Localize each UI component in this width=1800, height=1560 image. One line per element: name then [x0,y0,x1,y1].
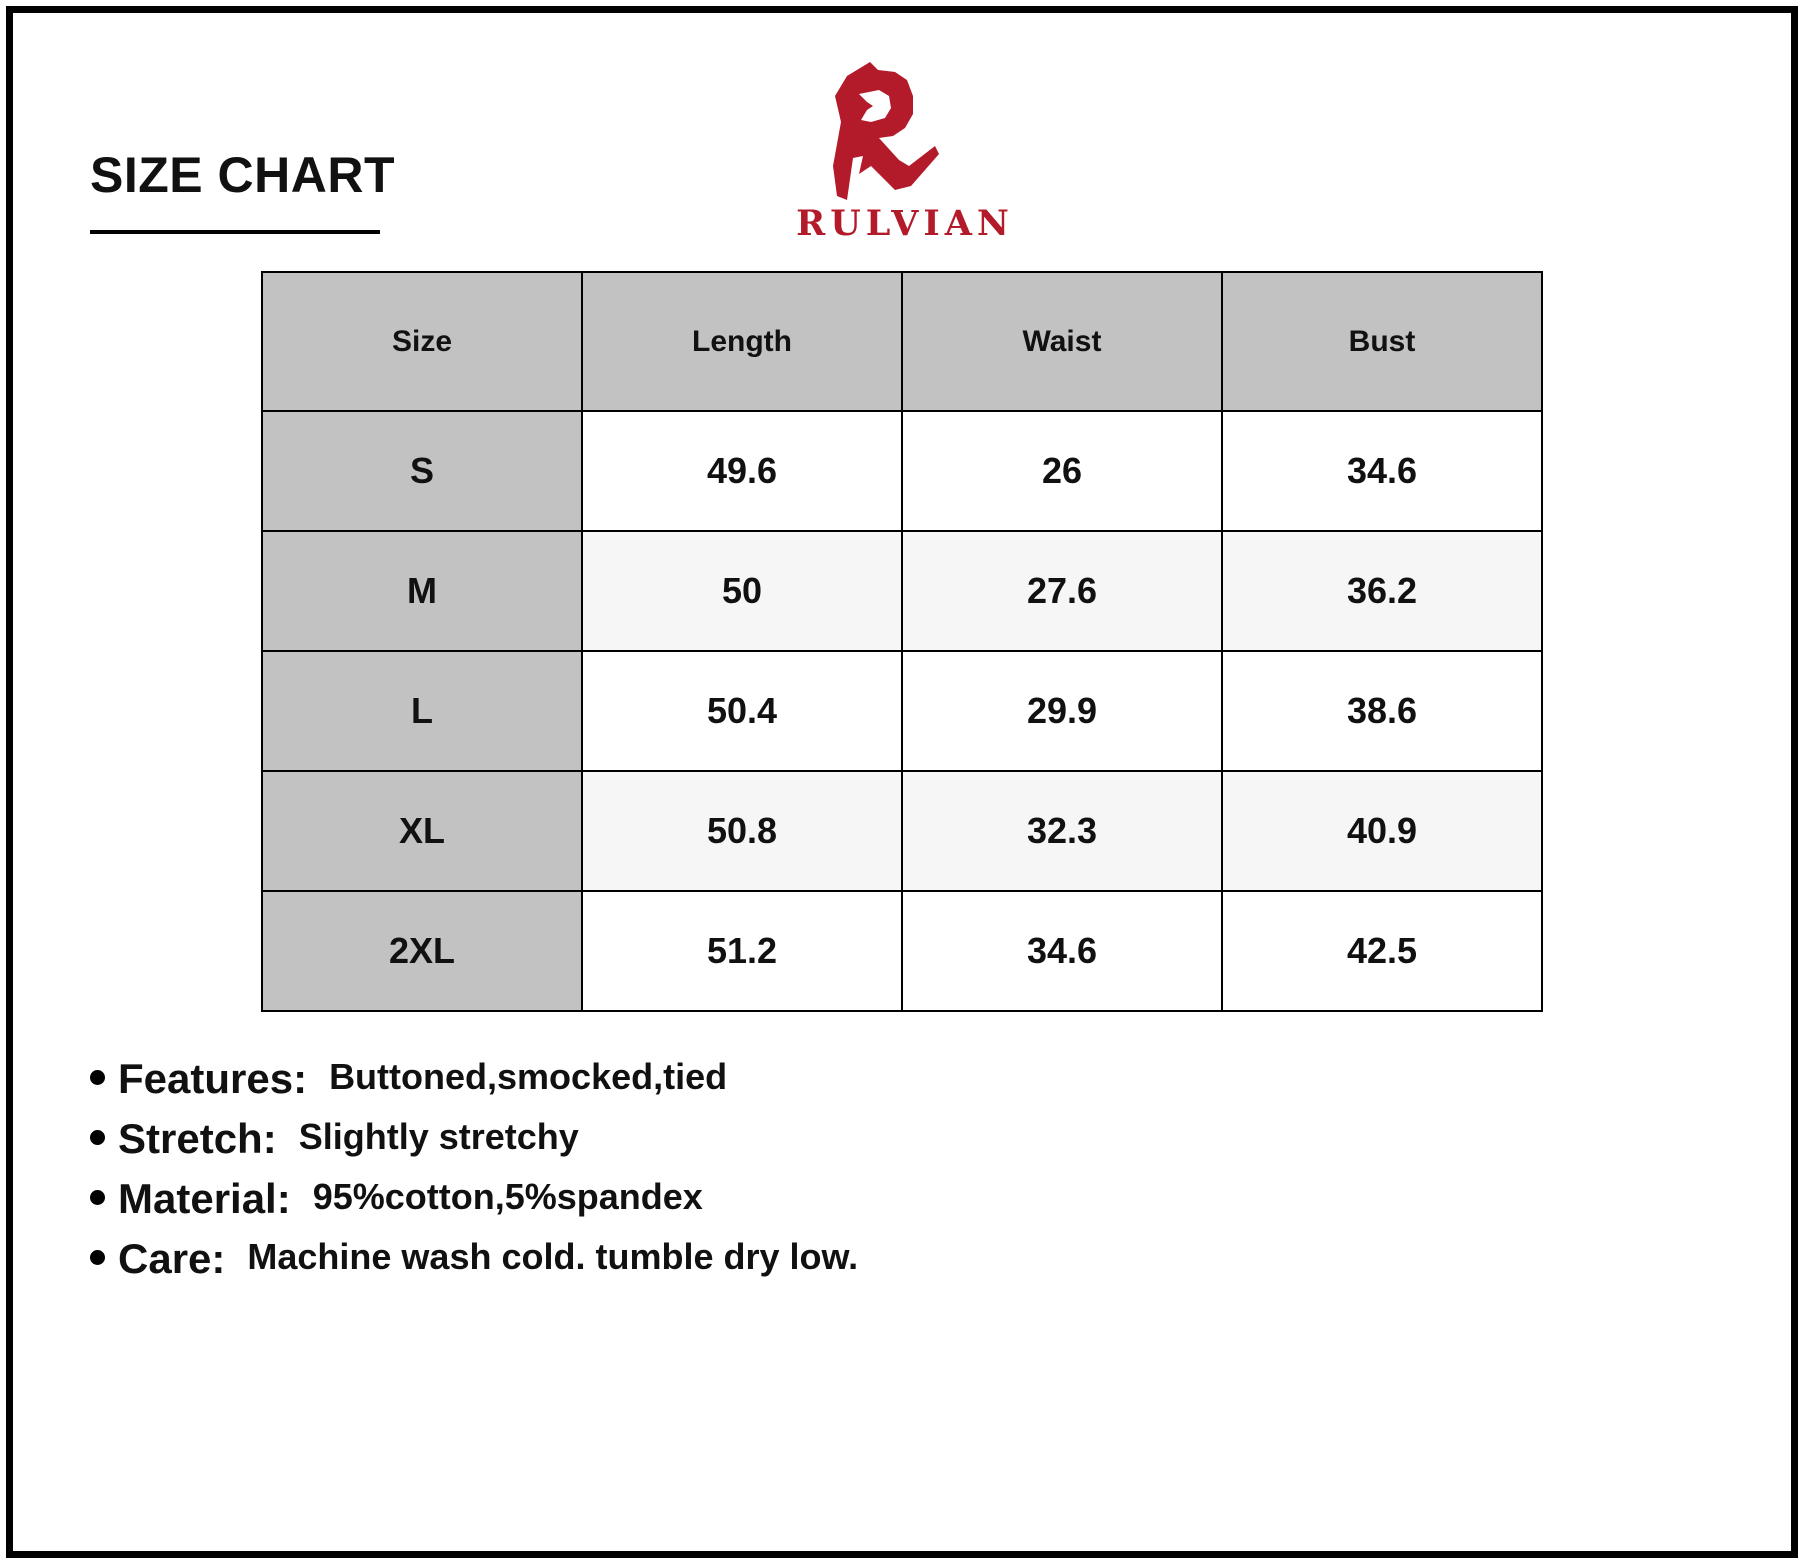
header-bust: Bust [1222,272,1542,411]
header-length: Length [582,272,902,411]
size-cell: 2XL [262,891,582,1011]
list-item [90,1115,858,1175]
bust-cell: 34.6 [1222,411,1542,531]
material-value: 95%cotton,5%spandex [312,1176,703,1217]
length-cell: 51.2 [582,891,902,1011]
size-cell: S [262,411,582,531]
size-cell: M [262,531,582,651]
bust-cell: 40.9 [1222,771,1542,891]
stretch-label: Stretch: [118,1115,277,1162]
table-header-row [262,272,1542,411]
waist-cell: 27.6 [902,531,1222,651]
waist-cell: 32.3 [902,771,1222,891]
list-item [90,1175,858,1235]
size-cell: L [262,651,582,771]
header-waist: Waist [902,272,1222,411]
title-underline [90,230,380,234]
care-label: Care: [118,1235,226,1282]
bullet-icon [90,1070,105,1085]
table-row [262,651,1542,771]
table-row [262,771,1542,891]
size-cell: XL [262,771,582,891]
length-cell: 50.4 [582,651,902,771]
features-label: Features: [118,1055,308,1102]
bust-cell: 38.6 [1222,651,1542,771]
features-value: Buttoned,smocked,tied [329,1056,728,1097]
brand-name: RULVIAN [796,203,1014,244]
waist-cell: 29.9 [902,651,1222,771]
length-cell: 50 [582,531,902,651]
table-row [262,891,1542,1011]
brand-r-mark-icon [775,62,1035,202]
bust-cell: 42.5 [1222,891,1542,1011]
list-item [90,1235,858,1295]
bullet-icon [90,1130,105,1145]
page-title: SIZE CHART [90,147,395,203]
length-cell: 49.6 [582,411,902,531]
brand-logo [775,62,1035,247]
material-label: Material: [118,1175,291,1222]
list-item [90,1055,858,1115]
table-row [262,411,1542,531]
length-cell: 50.8 [582,771,902,891]
table-row [262,531,1542,651]
size-table [261,271,1543,1012]
waist-cell: 26 [902,411,1222,531]
stretch-value: Slightly stretchy [298,1116,579,1157]
header-size: Size [262,272,582,411]
care-value: Machine wash cold. tumble dry low. [247,1236,859,1277]
product-details-list [90,1055,858,1295]
bullet-icon [90,1190,105,1205]
bust-cell: 36.2 [1222,531,1542,651]
waist-cell: 34.6 [902,891,1222,1011]
bullet-icon [90,1250,105,1265]
